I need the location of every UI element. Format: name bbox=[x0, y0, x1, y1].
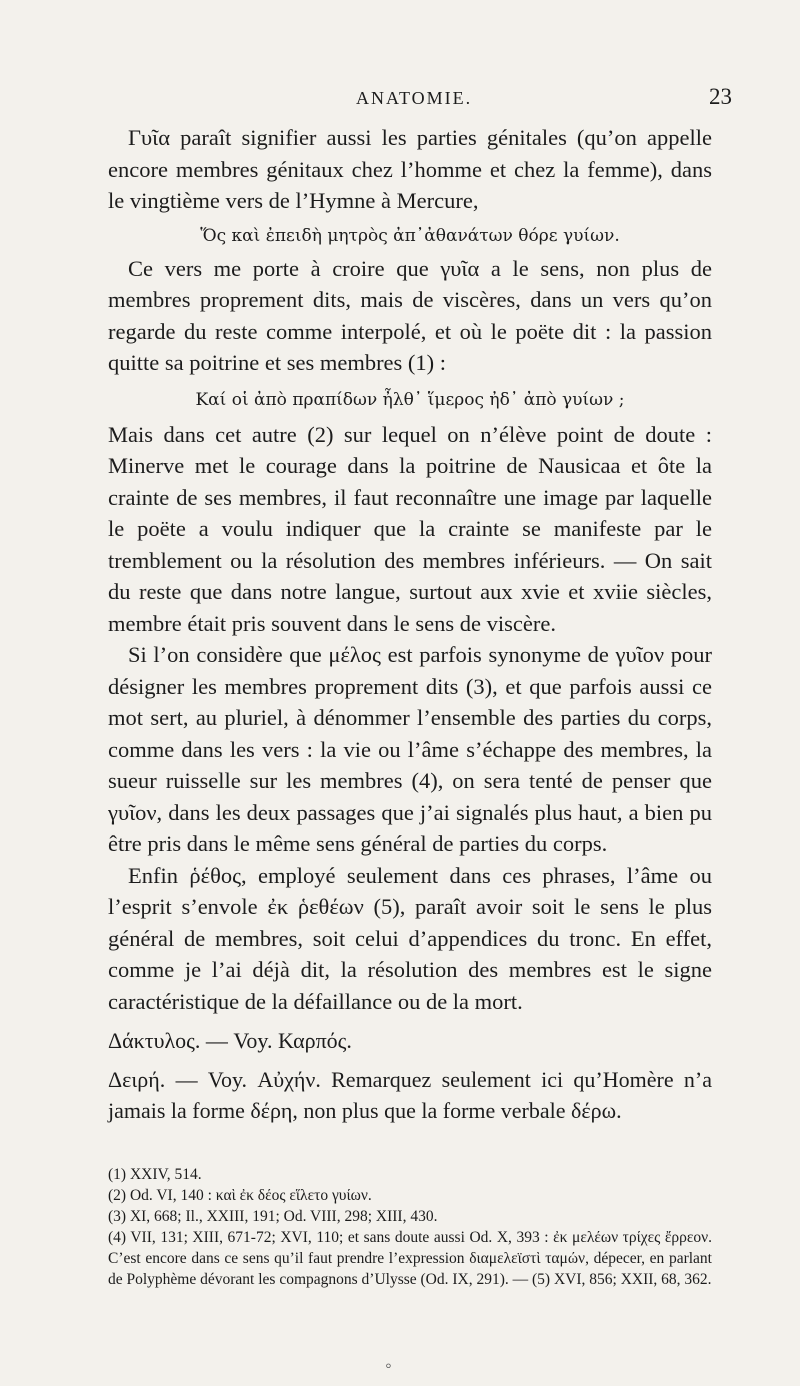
paragraph-4: Si l’on considère que μέλος est parfois synonyme de γυῖον pour désigner les membres proprement dits (3), et que parfois aussi ce mot sert, au pluriel, à dénommer l’ensemble des parties du corps, comme dans les vers : la vie ou l’âme s’échappe des membres, la sueur ruisselle sur les membres (4), on sera tenté de penser que γυῖον, dans les deux passages que j’ai signalés plus haut, a bien pu être pris dans le même sens général de parties du corps. bbox=[108, 642, 712, 856]
footnote-1: (1) XXIV, 514. bbox=[108, 1166, 202, 1183]
greek-quote-2: Καί οἱ ἀπὸ πραπίδων ἦλθ᾽ ἵμερος ἠδ᾽ ἀπὸ γυίων ; bbox=[195, 389, 625, 410]
running-title: ANATOMIE. bbox=[356, 88, 473, 108]
page-header bbox=[0, 84, 800, 114]
paragraph-3: Mais dans cet autre (2) sur lequel on n’élève point de doute : Minerve met le courage dans la poitrine de Nausicaa et ôte la crainte de ses membres, il faut reconnaître une image par laquelle le poëte a voulu indiquer que la crainte se manifeste par le tremblement ou la résolution des membres inférieurs. — On sait du reste que dans notre langue, surtout aux xvie et xviie siècles, membre était pris souvent dans le sens de viscère. bbox=[108, 421, 712, 636]
greek-quote-1: Ὅς καὶ ἐπειδὴ μητρὸς ἀπ᾽ἀθανάτων θόρε γυίων. bbox=[200, 225, 620, 246]
paragraph-5: Enfin ῥέθος, employé seulement dans ces phrases, l’âme ou l’esprit s’envole ἐκ ῥεθέων (5), paraît avoir soit le sens le plus général de membres, soit celui d’appendices du tronc. En effet, comme je l’ai déjà dit, la résolution des membres est le signe caractéristique de la défaillance ou de la mort. bbox=[108, 862, 712, 1014]
paragraph-2: Ce vers me porte à croire que γυῖα a le sens, non plus de membres proprement dits, mais de viscères, dans un vers qu’on regarde du reste comme interpolé, et où le poëte dit : la passion quitte sa poitrine et ses membres (1) : bbox=[108, 255, 712, 375]
footnote-3: (3) XI, 668; Il., XXIII, 191; Od. VIII, 298; XIII, 430. bbox=[108, 1208, 438, 1225]
main-text bbox=[108, 122, 712, 1290]
paragraph-1: Γυῖα paraît signifier aussi les parties génitales (qu’on appelle encore membres génitaux chez l’homme et chez la femme), dans le vingtième vers de l’Hymne à Mercure, bbox=[108, 125, 712, 213]
footnotes bbox=[108, 1164, 712, 1290]
footnote-2: (2) Od. VI, 140 : καὶ ἐκ δέος εἵλετο γυίων. bbox=[108, 1187, 372, 1204]
page-number: 23 bbox=[709, 84, 732, 109]
entry-daktylos: Δάκτυλος. — Voy. Καρπός. bbox=[108, 1028, 352, 1053]
entry-deire: Δειρή. — Voy. Αὐχήν. Remarquez seulement ici qu’Homère n’a jamais la forme δέρη, non plus que la forme verbale δέρω. bbox=[108, 1067, 712, 1123]
bottom-mark: ⸰ bbox=[385, 1359, 392, 1373]
footnote-4: (4) VII, 131; XIII, 671-72; XVI, 110; et sans doute aussi Od. X, 393 : ἐκ μελέων τρίχες ἔρρεον. C’est encore dans ce sens qu’il faut prendre l’expression διαμελεϊστὶ ταμών, dépecer, en parlant de Polyphème dévorant les compagnons d’Ulysse (Od. IX, 291). — (5) XVI, 856; XXII, 68, 362. bbox=[108, 1229, 712, 1288]
